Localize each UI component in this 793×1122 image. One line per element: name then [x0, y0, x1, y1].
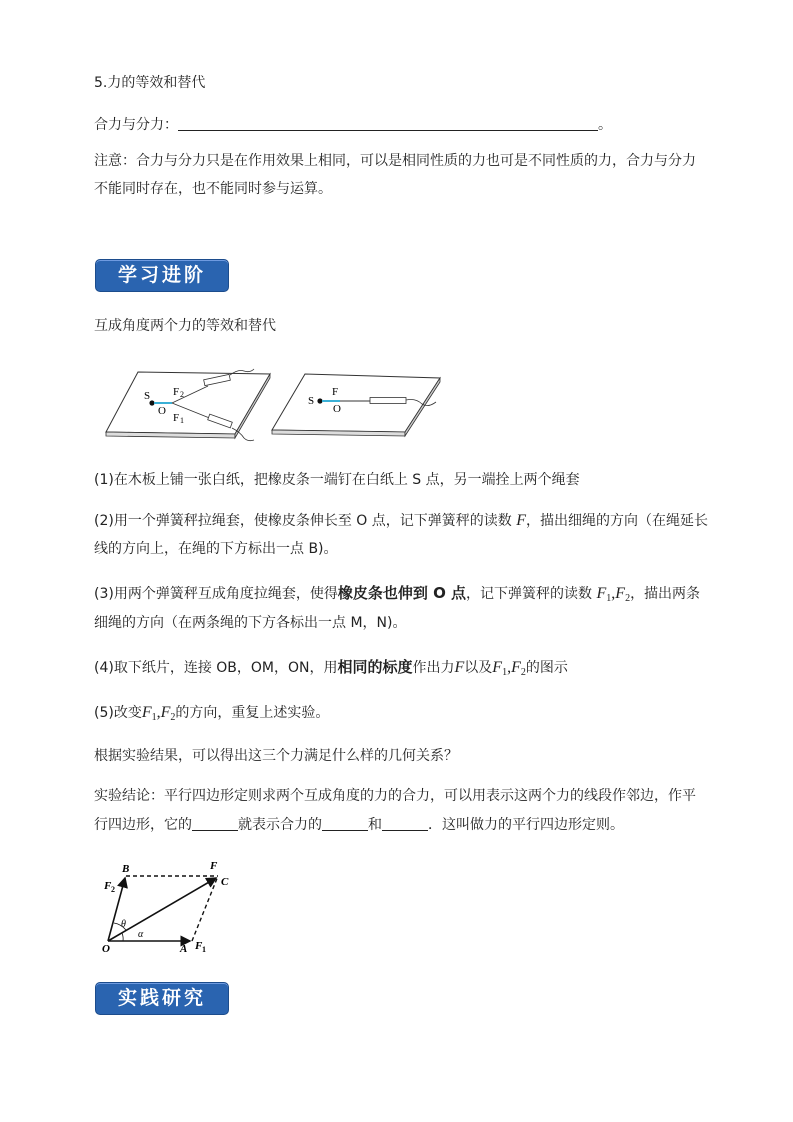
label-o-left: O: [158, 405, 166, 417]
step-5: [94, 702, 329, 723]
step-2-text-b: ，描出细绳的方向（在绳延长: [525, 513, 708, 529]
left-board: [106, 369, 270, 441]
step-4-text-c: 以及: [464, 660, 493, 676]
conclusion-part-1: 行四边形，它的: [94, 817, 192, 833]
label-f2-left: F: [173, 386, 180, 398]
section-heading-5: 5.力的等效和替代: [94, 75, 206, 91]
label-f2: F: [104, 880, 112, 892]
blank-1: [192, 816, 238, 831]
step-4: [94, 656, 568, 678]
label-b: B: [122, 863, 130, 875]
symbol-f1f2: $F_1,F_2$: [596, 585, 631, 604]
label-f1: F: [195, 940, 203, 952]
resultant-end: 。: [598, 117, 612, 133]
step-1: (1)在木板上铺一张白纸，把橡皮条一端钉在白纸上 S 点，另一端拴上两个绳套: [94, 472, 580, 488]
banner-learning-advance: 学习进阶: [95, 259, 229, 292]
conclusion-line-1: 实验结论：平行四边形定则求两个互成角度的力的合力，可以用表示这两个力的线段作邻边，作平: [94, 788, 696, 804]
label-alpha: α: [138, 929, 144, 940]
label-f1-sub-left: 1: [180, 416, 184, 425]
label-f2-sub-left: 2: [180, 390, 184, 399]
symbol-f1f2-3: $F_1,F_2$: [141, 704, 176, 723]
label-s-right: S: [308, 395, 315, 407]
step-3-text-b: ，记下弹簧秤的读数: [466, 586, 593, 602]
label-f: F: [210, 860, 218, 872]
parallelogram-figure: [100, 855, 240, 955]
step-5-text-a: (5)改变: [94, 705, 142, 721]
step-3-bold: 橡皮条也伸到 O 点: [337, 584, 467, 602]
symbol-f1f2-2: $F_1,F_2$: [492, 659, 526, 678]
label-s-left: S: [144, 390, 151, 402]
step-3-text-a: (3)用两个弹簧秤互成角度拉绳套，使得: [94, 586, 338, 602]
conclusion-line-2: [94, 814, 624, 834]
conclusion-part-3: 和: [368, 817, 382, 833]
label-f2-sub: 2: [111, 885, 115, 894]
step-2-text-a: (2)用一个弹簧秤拉绳套，使橡皮条伸长至 O 点，记下弹簧秤的读数: [94, 513, 512, 529]
note-paragraph: 注意：合力与分力只是在作用效果上相同，可以是相同性质的力也可是不同性质的力，合力与分力不能同时存在，也不能同时参与运算。: [94, 153, 696, 197]
step-4-text-a: (4)取下纸片，连接 OB，OM，ON，用: [94, 660, 338, 676]
resultant-definition-line: [94, 114, 612, 134]
blank-3: [382, 816, 428, 831]
label-c: C: [221, 876, 229, 888]
label-a: A: [180, 943, 188, 955]
label-o-right: O: [333, 403, 341, 415]
experiment-figure: [100, 362, 445, 444]
step-3-text-c: ，描出两条: [630, 586, 701, 602]
label-f-right: F: [332, 386, 339, 398]
step-4-bold: 相同的标度: [337, 658, 413, 676]
conclusion-part-4: ．这叫做力的平行四边形定则。: [428, 817, 624, 833]
step-3: [94, 582, 700, 604]
step-2-cont: 线的方向上，在绳的下方标出一点 B)。: [94, 541, 338, 557]
step-4-text-b: 作出力: [412, 660, 455, 676]
step-3-cont: 细绳的方向（在两条绳的下方各标出一点 M，N)。: [94, 615, 407, 631]
banner-practice-research: 实践研究: [95, 982, 229, 1015]
subtitle: 互成角度两个力的等效和替代: [94, 318, 276, 334]
right-board: [272, 374, 440, 436]
symbol-f-2: F: [454, 659, 465, 676]
label-f1-sub: 1: [202, 945, 206, 954]
label-f1-left: F: [173, 412, 180, 424]
step-2: [94, 510, 708, 530]
conclusion-part-2: 就表示合力的: [238, 817, 322, 833]
step-5-text-b: 的方向，重复上述实验。: [175, 705, 330, 721]
step-4-text-d: 的图示: [525, 660, 568, 676]
symbol-f: F: [516, 512, 526, 529]
label-theta: θ: [121, 919, 126, 930]
blank-2: [322, 816, 368, 831]
label-o: O: [102, 943, 110, 955]
resultant-label: 合力与分力：: [94, 117, 178, 133]
answer-blank: [178, 116, 598, 131]
question: 根据实验结果，可以得出这三个力满足什么样的几何关系？: [94, 748, 458, 764]
